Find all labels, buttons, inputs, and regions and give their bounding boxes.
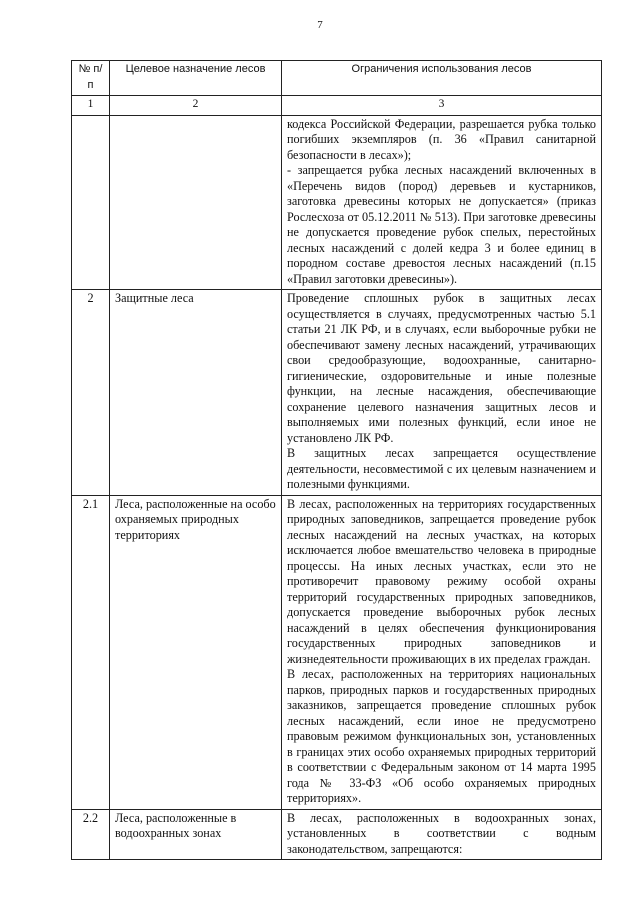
row-purpose: Леса, расположенные на особо охраняемых природных территориях bbox=[110, 495, 282, 809]
restriction-paragraph: - запрещается рубка лесных насаждений включенных в «Перечень видов (пород) деревьев и кустарников, заготовка древесины которых не допускается» (приказ Рослесхоза от 05.12.2011 № 513). При заготовке древесины не допускается проведение рубок спелых, перестойных лесных насаждений с долей кедра 3 и более единиц в породном составе древостоя лесных насаждений (п.15 «Правил заготовки древесины»). bbox=[287, 163, 596, 286]
header-purpose: Целевое назначение лесов bbox=[110, 61, 282, 96]
row-number: 2.1 bbox=[72, 495, 110, 809]
row-restrictions bbox=[282, 495, 602, 809]
row-purpose bbox=[110, 115, 282, 290]
restriction-paragraph: В лесах, расположенных в водоохранных зонах, установленных в соответствии с водным законодательством, запрещаются: bbox=[287, 810, 596, 856]
column-number: 3 bbox=[282, 96, 602, 116]
forest-restrictions-table bbox=[71, 60, 602, 860]
column-number: 2 bbox=[110, 96, 282, 116]
header-restrictions: Ограничения использования лесов bbox=[282, 61, 602, 96]
row-restrictions bbox=[282, 115, 602, 290]
restriction-paragraph: кодекса Российской Федерации, разрешается рубка только погибших экземпляров (п. 36 «Правил санитарной безопасности в лесах»); bbox=[287, 116, 596, 162]
column-number: 1 bbox=[72, 96, 110, 116]
column-numbers-row bbox=[72, 96, 602, 116]
table-row bbox=[72, 115, 602, 290]
row-number: 2.2 bbox=[72, 809, 110, 860]
row-restrictions bbox=[282, 809, 602, 860]
table-row bbox=[72, 290, 602, 496]
row-purpose: Защитные леса bbox=[110, 290, 282, 496]
header-number: № п/п bbox=[72, 61, 110, 96]
restriction-paragraph: Проведение сплошных рубок в защитных лесах осуществляется в случаях, предусмотренных частью 5.1 статьи 21 ЛК РФ, и в случаях, если выборочные рубки не обеспечивают замену лесных насаждений, утрачивающих свои средообразующие, водоохранные, санитарно-гигиенические, оздоровительные и иные полезные функции, на лесные насаждения, обеспечивающие сохранение целевого назначения защитных лесов и выполняемых ими полезных функций, если иное не установлено ЛК РФ. bbox=[287, 291, 596, 445]
restriction-paragraph: В лесах, расположенных на территориях национальных парков, природных парков и государственных природных заказников, запрещается проведение сплошных рубок лесных насаждений, если иное не предусмотрено правовым режимом функциональных зон, установленных в границах этих особо охраняемых природных территорий в соответствии с Федеральным законом от 14 марта 1995 года № 33-ФЗ «Об особо охраняемых природных территориях». bbox=[287, 667, 596, 805]
row-number bbox=[72, 115, 110, 290]
row-restrictions bbox=[282, 290, 602, 496]
row-purpose: Леса, расположенные в водоохранных зонах bbox=[110, 809, 282, 860]
restriction-paragraph: В защитных лесах запрещается осуществление деятельности, несовместимой с их целевым назначением и полезными функциями. bbox=[287, 446, 596, 491]
table-row bbox=[72, 809, 602, 860]
restriction-paragraph: В лесах, расположенных на территориях государственных природных заповедников, запрещается проведение рубок лесных насаждений на лесных участках, на которых исключается любое вмешательство человека в природные процессы. На иных лесных участках, если это не противоречит правовому режиму особой охраны территорий государственных природных заповедников, допускается проведение выборочных рубок лесных насаждений в целях обеспечения функционирования государственных природных заповедников и жизнедеятельности проживающих в их пределах граждан. bbox=[287, 496, 596, 666]
table-row bbox=[72, 495, 602, 809]
table-header-row bbox=[72, 61, 602, 96]
row-number: 2 bbox=[72, 290, 110, 496]
page-number: 7 bbox=[317, 19, 323, 31]
